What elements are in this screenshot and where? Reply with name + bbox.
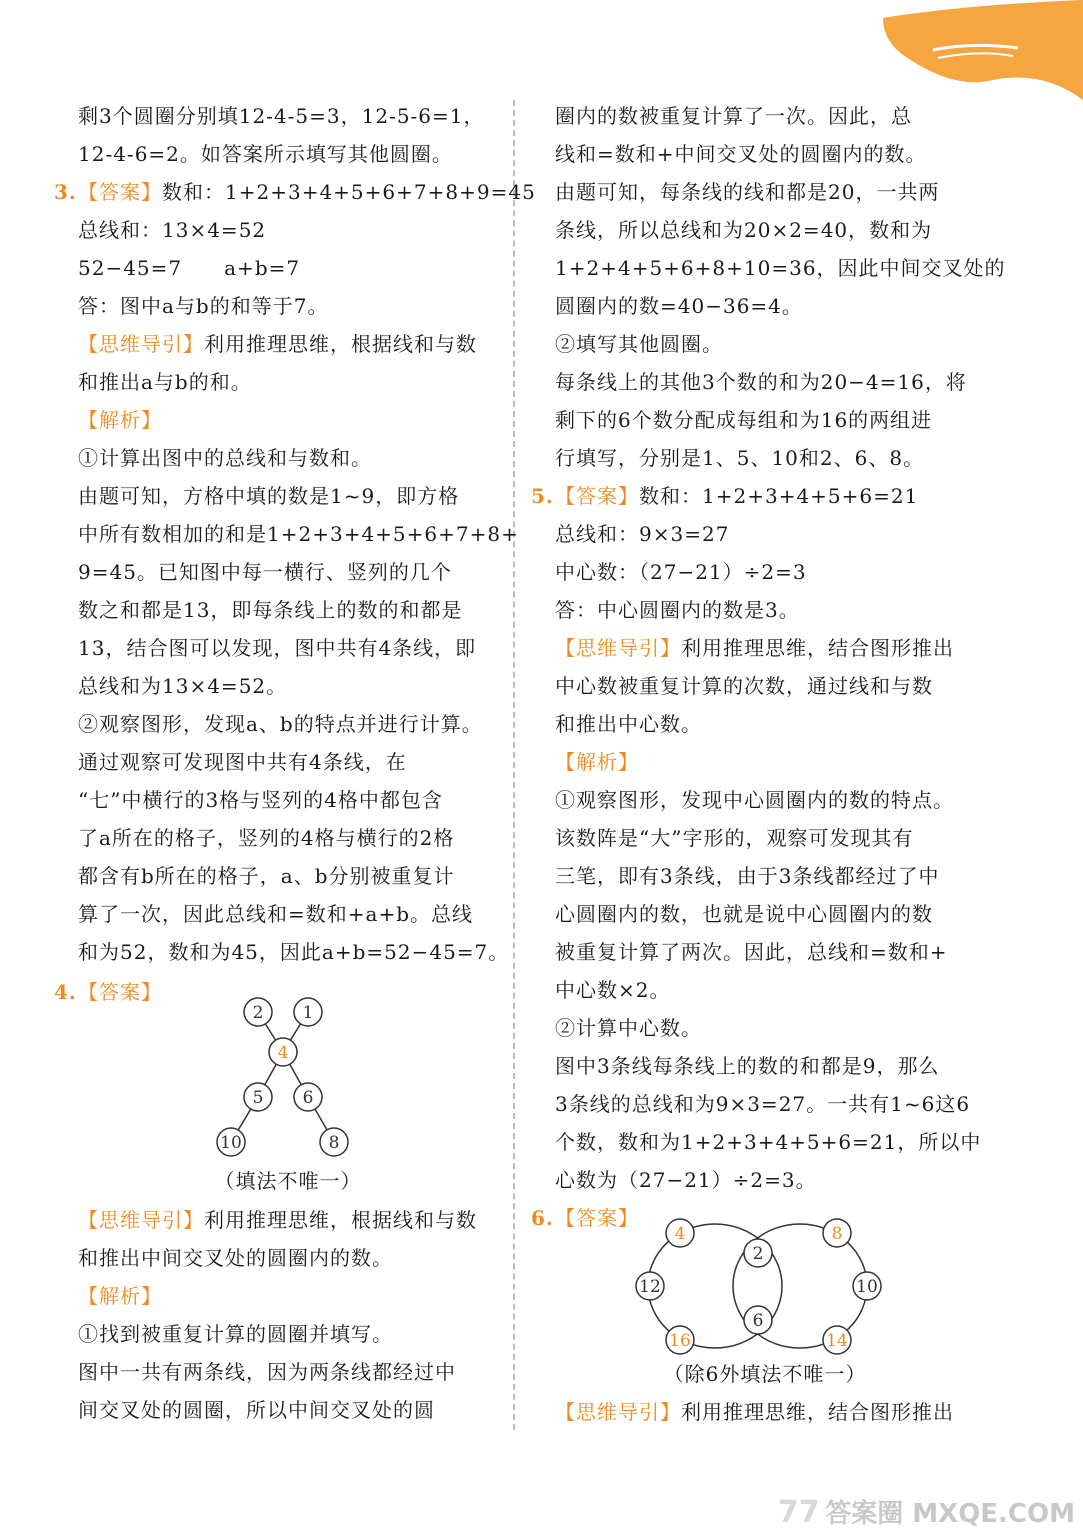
text-line: 9=45。已知图中每一横行、竖列的几个 bbox=[78, 560, 452, 584]
text-line: 条线，所以总线和为20×2=40，数和为 bbox=[555, 218, 933, 242]
q3-answer-line: 3. 【答案】数和：1+2+3+4+5+6+7+8+9=45 bbox=[54, 180, 536, 204]
text-line: 中心数被重复计算的次数，通过线和与数 bbox=[555, 674, 933, 698]
text-line: 通过观察可发现图中共有4条线，在 bbox=[78, 750, 407, 774]
node-label: 8 bbox=[831, 1224, 843, 1244]
analysis-tag: 【解析】 bbox=[555, 750, 639, 774]
node-label: 6 bbox=[302, 1088, 314, 1108]
text-line: 三笔，即有3条线，由于3条线都经过了中 bbox=[555, 864, 940, 888]
guide-tag: 【思维导引】 bbox=[555, 1400, 681, 1424]
text-line: 和为52，数和为45，因此a+b=52−45=7。 bbox=[78, 940, 510, 964]
text-line: 中所有数相加的和是1+2+3+4+5+6+7+8+ bbox=[78, 522, 519, 546]
text-line: “七”中横行的3格与竖列的4格中都包含 bbox=[78, 788, 443, 812]
text-line: 该数阵是“大”字形的，观察可发现其有 bbox=[555, 826, 914, 850]
guide-line: 【思维导引】利用推理思维，结合图形推出 bbox=[555, 636, 954, 660]
text-line: 中心数×2。 bbox=[555, 978, 671, 1002]
q5-answer-line: 5. 【答案】数和：1+2+3+4+5+6=21 bbox=[531, 484, 919, 508]
corner-decoration bbox=[843, 0, 1083, 100]
text-line: 13，结合图可以发现，图中共有4条线，即 bbox=[78, 636, 477, 660]
question-number: 6. bbox=[531, 1206, 554, 1230]
guide-line: 【思维导引】利用推理思维，根据线和与数 bbox=[78, 332, 477, 356]
text-line: ①观察图形，发现中心圆圈内的数的特点。 bbox=[555, 788, 954, 812]
node-label: 2 bbox=[252, 1003, 264, 1023]
analysis-tag: 【解析】 bbox=[78, 408, 162, 432]
text-line: 行填写，分别是1、5、10和2、6、8。 bbox=[555, 446, 925, 470]
watermark: 77 答案圈 MXQE.COM bbox=[777, 1495, 1075, 1530]
text-line: 由题可知，方格中填的数是1~9，即方格 bbox=[78, 484, 460, 508]
node-label: 14 bbox=[826, 1331, 848, 1351]
text-line: ②观察图形，发现a、b的特点并进行计算。 bbox=[78, 712, 483, 736]
text-line: 算了一次，因此总线和=数和+a+b。总线 bbox=[78, 902, 473, 926]
text-line: 了a所在的格子，竖列的4格与横行的2格 bbox=[78, 826, 455, 850]
text-line: 总线和：9×3=27 bbox=[555, 522, 730, 546]
text-line: ②填写其他圆圈。 bbox=[555, 332, 723, 356]
node-label: 6 bbox=[752, 1311, 764, 1331]
column-divider bbox=[513, 100, 515, 1430]
text-line: 图中一共有两条线，因为两条线都经过中 bbox=[78, 1360, 456, 1384]
text-line: 心数为（27−21）÷2=3。 bbox=[555, 1168, 817, 1192]
text-line: 由题可知，每条线的线和都是20，一共两 bbox=[555, 180, 940, 204]
q6-node-group bbox=[636, 1219, 881, 1354]
text-line: 1+2+4+5+6+8+10=36，因此中间交叉处的 bbox=[555, 256, 1006, 280]
node-label: 12 bbox=[639, 1277, 661, 1297]
node-label: 5 bbox=[252, 1088, 264, 1108]
node-label: 1 bbox=[302, 1003, 314, 1023]
text-line: 每条线上的其他3个数的和为20−4=16，将 bbox=[555, 370, 967, 394]
text-line: ②计算中心数。 bbox=[555, 1016, 702, 1040]
text-line: 答：图中a与b的和等于7。 bbox=[78, 294, 329, 318]
analysis-tag: 【解析】 bbox=[78, 1284, 162, 1308]
text-line: 圈内的数被重复计算了一次。因此，总 bbox=[555, 104, 912, 128]
text-line: 都含有b所在的格子，a、b分别被重复计 bbox=[78, 864, 455, 888]
answer-tag: 【答案】 bbox=[555, 484, 639, 508]
node-label: 16 bbox=[669, 1331, 691, 1351]
answer-tag: 【答案】 bbox=[78, 980, 162, 1004]
question-number: 5. bbox=[531, 484, 554, 508]
guide-tag: 【思维导引】 bbox=[78, 332, 204, 356]
q4-diagram bbox=[208, 990, 378, 1170]
text-line: 和推出a与b的和。 bbox=[78, 370, 252, 394]
answer-tag: 【答案】 bbox=[555, 1206, 639, 1230]
text-line: 圆圈内的数=40−36=4。 bbox=[555, 294, 803, 318]
guide-tag: 【思维导引】 bbox=[78, 1208, 204, 1232]
text-line: 总线和：13×4=52 bbox=[78, 218, 267, 242]
node-label: 10 bbox=[220, 1133, 242, 1153]
text-line: 剩下的6个数分配成每组和为16的两组进 bbox=[555, 408, 933, 432]
guide-line: 【思维导引】利用推理思维，结合图形推出 bbox=[555, 1400, 954, 1424]
text-line: 答：中心圆圈内的数是3。 bbox=[555, 598, 800, 622]
text-line: 数之和都是13，即每条线上的数的和都是 bbox=[78, 598, 463, 622]
text-line: 间交叉处的圆圈，所以中间交叉处的圆 bbox=[78, 1398, 435, 1422]
node-label: 8 bbox=[328, 1133, 340, 1153]
text-line: 线和=数和+中间交叉处的圆圈内的数。 bbox=[555, 142, 927, 166]
text-line: ①计算出图中的总线和与数和。 bbox=[78, 446, 372, 470]
answer-tag: 【答案】 bbox=[78, 180, 162, 204]
text-line: 中心数：（27−21）÷2=3 bbox=[555, 560, 807, 584]
question-number: 3. bbox=[54, 180, 77, 204]
text-line: 图中3条线每条线上的数的和都是9，那么 bbox=[555, 1054, 940, 1078]
guide-line: 【思维导引】利用推理思维，根据线和与数 bbox=[78, 1208, 477, 1232]
text-line: 3条线的总线和为9×3=27。一共有1~6这6 bbox=[555, 1092, 971, 1116]
node-label: 4 bbox=[674, 1224, 686, 1244]
text-line: 总线和为13×4=52。 bbox=[78, 674, 288, 698]
text-line: 剩3个圆圈分别填12-4-5=3，12-5-6=1， bbox=[78, 104, 485, 128]
text-line: ①找到被重复计算的圆圈并填写。 bbox=[78, 1322, 393, 1346]
text-line: 和推出中间交叉处的圆圈内的数。 bbox=[78, 1246, 393, 1270]
guide-tag: 【思维导引】 bbox=[555, 636, 681, 660]
node-label: 2 bbox=[752, 1244, 764, 1264]
text-line: 和推出中心数。 bbox=[555, 712, 702, 736]
q6-caption: （除6外填法不唯一） bbox=[663, 1362, 867, 1386]
node-label: 10 bbox=[856, 1277, 878, 1297]
question-number: 4. bbox=[54, 980, 77, 1004]
text-line: 被重复计算了两次。因此，总线和=数和+ bbox=[555, 940, 948, 964]
text-line: 52−45=7 a+b=7 bbox=[78, 256, 301, 280]
node-label: 4 bbox=[277, 1043, 289, 1063]
page-number: 77 bbox=[777, 1495, 820, 1530]
text-line: 12-4-6=2。如答案所示填写其他圆圈。 bbox=[78, 142, 453, 166]
text-line: 个数，数和为1+2+3+4+5+6=21，所以中 bbox=[555, 1130, 982, 1154]
q4-node-group bbox=[217, 998, 348, 1156]
q4-answer-line bbox=[54, 980, 162, 1004]
text-line: 心圆圈内的数，也就是说中心圆圈内的数 bbox=[555, 902, 933, 926]
q6-diagram bbox=[625, 1210, 885, 1370]
q4-caption: （填法不唯一） bbox=[214, 1169, 362, 1193]
